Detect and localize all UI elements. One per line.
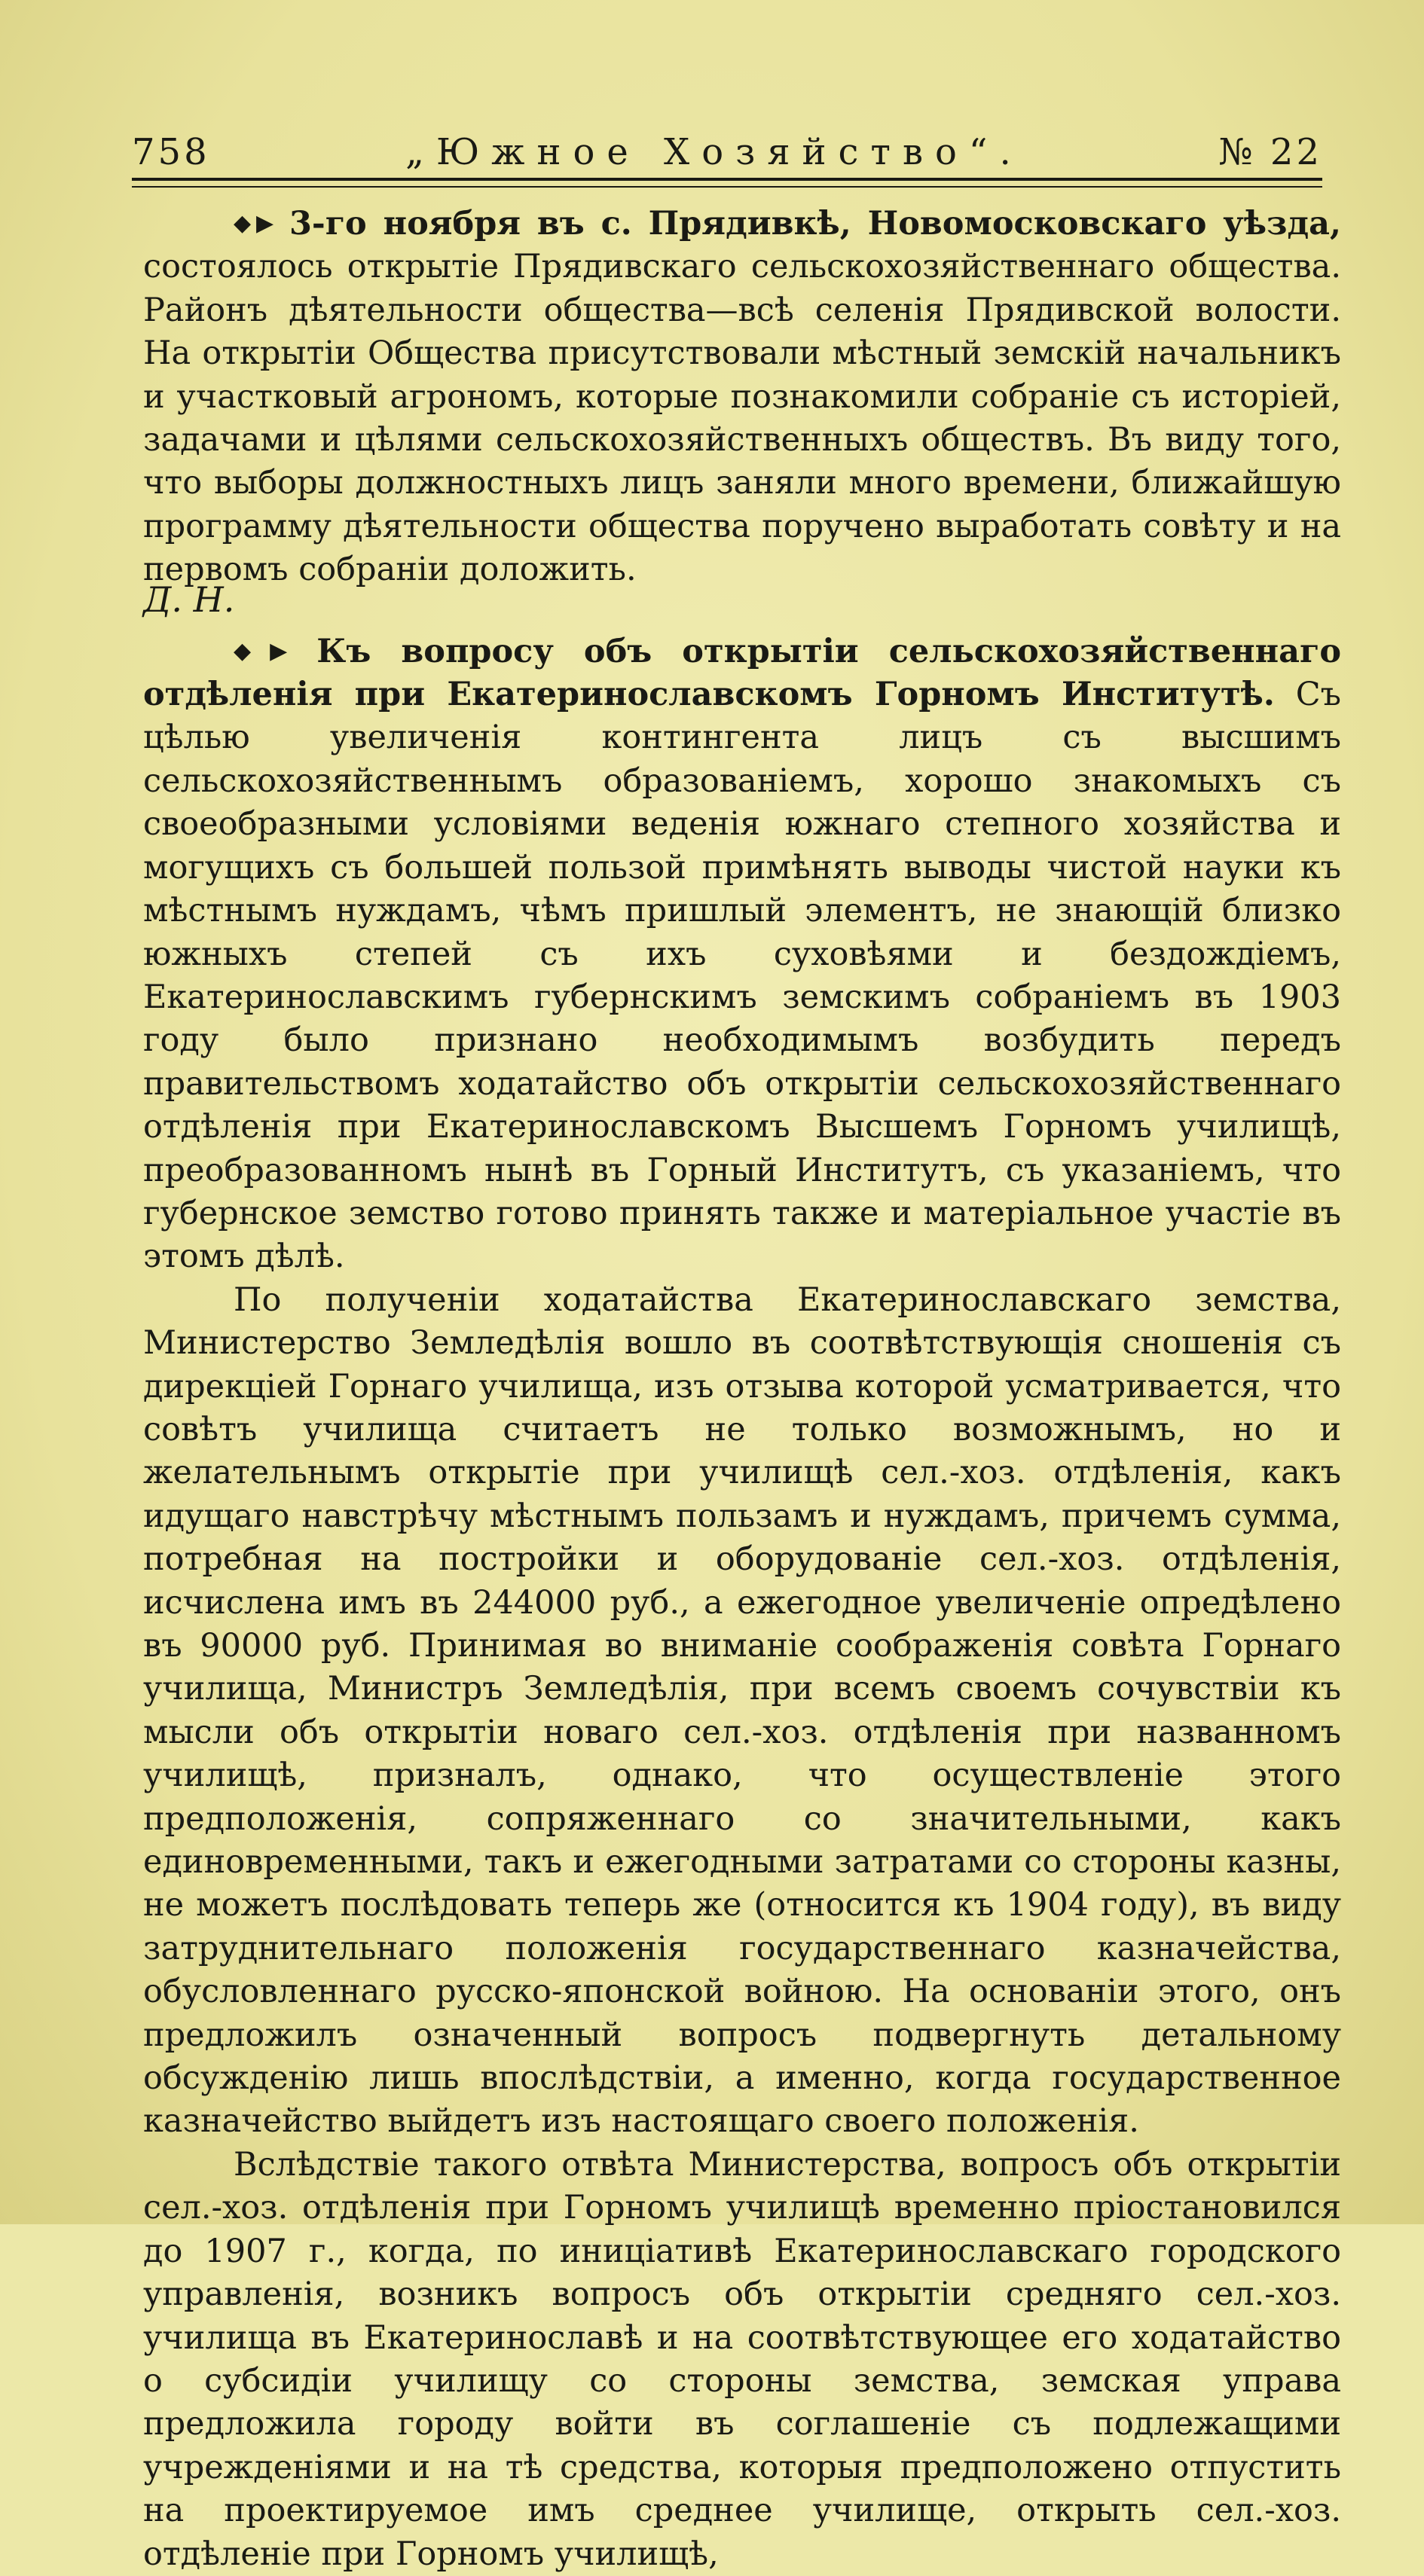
article-1-text: состоялось открытіе Прядивскаго сельскохозяйственнаго общества. Районъ дѣятельности общества—всѣ селенія Прядивской волости. На открытіи Общества присутствовали мѣстный земскій начальникъ и участковый агрономъ, которые познакомили собраніе съ исторіей, задачами и цѣлями сельскохозяйственныхъ обществъ. Въ виду того, что выборы должностныхъ лицъ заняли много времени, ближайшую программу дѣятельности общества поручено выработать совѣту и на первомъ собраніи доложить.: [143, 248, 1341, 589]
journal-title: „Южное Хозяйство“.: [405, 131, 1023, 173]
article-2-heading: Къ вопросу объ открытіи сельскохозяйственнаго отдѣленія при Екатеринославскомъ Горномъ Институтѣ.: [143, 632, 1341, 714]
article-2-paragraph-2: По полученіи ходатайства Екатеринославскаго земства, Министерство Земледѣлія вошло въ соотвѣтствующія сношенія съ дирекціей Горнаго училища, изъ отзыва которой усматривается, что совѣтъ училища считаетъ не только возможнымъ, но и желательнымъ открытіе при училищѣ сел.-хоз. отдѣленія, какъ идущаго навстрѣчу мѣстнымъ пользамъ и нуждамъ, причемъ сумма, потребная на постройки и оборудованіе сел.-хоз. отдѣленія, исчислена имъ въ 244000 руб., а ежегодное увеличеніе опредѣлено въ 90000 руб. Принимая во вниманіе соображенія совѣта Горнаго училища, Министръ Земледѣлія, при всемъ своемъ сочувствіи къ мысли объ открытіи новаго сел.-хоз. отдѣленія при названномъ училищѣ, призналъ, однако, что осуществленіе этого предположенія, сопряженнаго со значительными, какъ единовременными, такъ и ежегодными затратами со стороны казны, не можетъ послѣдовать теперь же (относится къ 1904 году), въ виду затруднительнаго положенія государственнаго казначейства, обусловленнаго русско-японской войною. На основаніи этого, онъ предложилъ означенный вопросъ подвергнуть детальному обсужденію лишь впослѣдствіи, а именно, когда государственное казначейство выйдетъ изъ настоящаго своего положенія.: [143, 1280, 1341, 2141]
article-2-text-1: Съ цѣлью увеличенія контингента лицъ съ высшимъ сельскохозяйственнымъ образованіемъ, хорошо знакомыхъ съ своеобразными условіями веденія южнаго степного хозяйства и могущихъ съ большей пользой примѣнять выводы чистой науки къ мѣстнымъ нуждамъ, чѣмъ пришлый элементъ, не знающій близко южныхъ степей съ ихъ суховѣями и бездождіемъ, Екатеринославскимъ губернскимъ земскимъ собраніемъ въ 1903 году было признано необходимымъ возбудить передъ правительствомъ ходатайство объ открытіи сельскохозяйственнаго отдѣленія при Екатеринославскомъ Высшемъ Горномъ училищѣ, преобразованномъ нынѣ въ Горный Институтъ, съ указаніемъ, что губернское земство готово принять также и матеріальное участіе въ этомъ дѣлѣ.: [143, 676, 1341, 1276]
article-1-heading: 3-го ноября въ с. Прядивкѣ, Новомосковскаго уѣзда,: [289, 205, 1341, 243]
page-number: 758: [132, 131, 210, 173]
article-body: [143, 202, 1341, 2576]
article-2-paragraph-3: Вслѣдствіе такого отвѣта Министерства, вопросъ объ открытіи сел.-хоз. отдѣленія при Горномъ училищѣ временно пріостановился до 1907 г., когда, по иниціативѣ Екатеринославскаго городского управленія, возникъ вопросъ объ открытіи средняго сел.-хоз. училища въ Екатеринославѣ и на соотвѣтствующее его ходатайство о субсидіи училищу со стороны земства, земская управа предложила городу войти въ соглашеніе съ подлежащими учрежденіями и на тѣ средства, которыя предположено отпустить на проектируемое имъ среднее училище, открыть сел.-хоз. отдѣленіе при Горномъ училищѣ,: [143, 2145, 1341, 2573]
article-1-paragraph: [143, 202, 1341, 592]
running-header: [132, 113, 1322, 173]
article-1-signature: Д. Н.: [143, 578, 235, 620]
header-rule-thin: [132, 186, 1322, 188]
issue-number: № 22: [1218, 131, 1322, 173]
hand-pointer-icon: ◆▶: [234, 637, 307, 664]
article-2-paragraph-1: [143, 630, 1341, 1279]
header-rule: [132, 178, 1322, 181]
hand-pointer-icon: ◆▶: [234, 210, 279, 237]
